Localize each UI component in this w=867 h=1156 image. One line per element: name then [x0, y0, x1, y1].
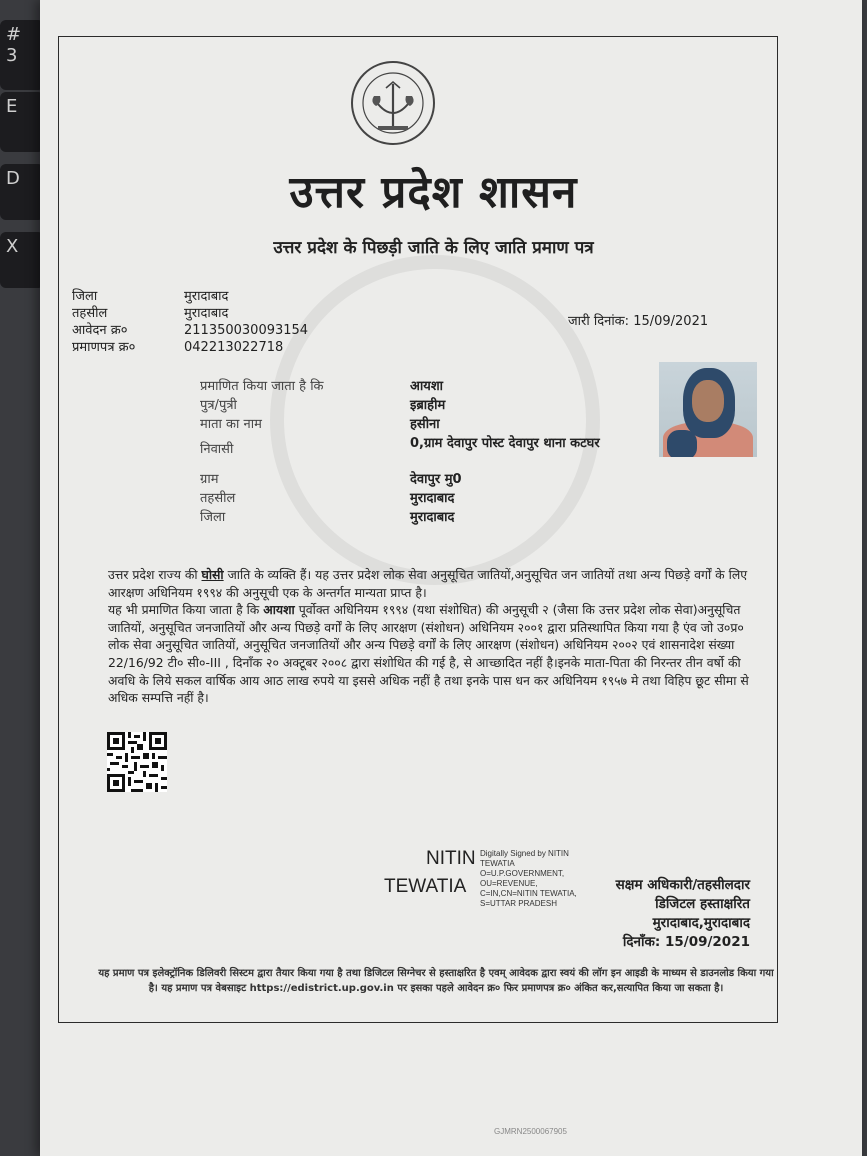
signer-last-name: TEWATIA [384, 876, 467, 897]
certificate-number: 042213022718 [184, 340, 284, 355]
certify-label: प्रमाणित किया जाता है कि [200, 379, 324, 394]
body-person-name: आयशा [263, 602, 295, 618]
officer-block [570, 876, 750, 952]
keyboard-key: E [0, 92, 44, 152]
person-district-label: जिला [200, 510, 226, 525]
officer-date-label: दिनाँक: [622, 934, 661, 950]
body-paragraph-1: उत्तर प्रदेश राज्य की घोसी जाति के व्यक्ति हैं। यह उत्तर प्रदेश लोक सेवा अनुसूचित जातियों,अनुसूचित जन जातियों तथा अन्य पिछड़े वर्गों के लिए आरक्षण अधिनियम १९९४ की अनुसूची एक के अन्तर्गत मान्यता प्राप्त है। [108, 567, 748, 600]
signature-details: Digitally Signed by NITIN TEWATIA O=U.P.GOVERNMENT, OU=REVENUE, C=IN,CN=NITIN TEWATIA, S=UTTAR PRADESH [480, 849, 577, 908]
resident-label: निवासी [200, 442, 234, 457]
village-label: ग्राम [200, 472, 219, 487]
issue-date-label: जारी दिनांक: [568, 314, 630, 329]
mother-label: माता का नाम [200, 417, 262, 432]
page-title: उत्तर प्रदेश शासन [289, 167, 578, 218]
body-paragraph-2: यह भी प्रमाणित किया जाता है कि आयशा पूर्वोक्त अधिनियम १९९४ (यथा संशोधित) की अनुसूची २ (जैसा कि उत्तर प्रदेश लोक सेवा)अनुसूचित जातियों, अनुसूचित जनजातियों और अन्य पिछड़े वर्गों के लिए आरक्षण (संशोधन) अधिनियम २००१ द्वारा प्रतिस्थापित किया गया है एंव जो उ०प्र० लोक सेवा अनुसूचित जातियों, अनुसूचित जनजातियों और अन्य पिछड़े वर्गों के लिए आरक्षण (संशोधन) अधिनियम २००२ एवं शासनादेश संख्या 22/16/92 टी० सी०-III , दिनाँक २० अक्टूबर २००८ द्वारा संशोधित की गई है, से आच्छादित नहीं है।इनके माता-पिता की निरन्तर तीन वर्षो की अवधि के लिये सकल वार्षिक आय आठ लाख रुपये या इससे अधिक नहीं है तथा इनके पास धन कर अधिनियम १९५७ मे तथा विहिप छूट सीमा से अधिक सम्पत्ति नहीं है। [108, 602, 749, 706]
issue-date: 15/09/2021 [633, 314, 709, 329]
up-government-emblem-icon [348, 60, 438, 146]
officer-signed: डिजिटल हस्ताक्षरित [655, 896, 750, 912]
keyboard-key: D [0, 164, 44, 220]
tehsil-label: तहसील [72, 306, 108, 321]
certificate-label: प्रमाणपत्र क्र० [72, 340, 136, 355]
person-details [200, 378, 610, 528]
district-label: जिला [72, 289, 98, 304]
certificate-body [108, 566, 764, 707]
child-of-label: पुत्र/पुत्री [200, 398, 237, 413]
digital-signature [384, 848, 584, 918]
certificate-subtitle: उत्तर प्रदेश के पिछड़ी जाति के लिए जाति प्रमाण पत्र [273, 238, 594, 258]
officer-place: मुरादाबाद,मुरादाबाद [652, 915, 750, 931]
father-name: इब्राहीम [410, 398, 446, 413]
officer-date: 15/09/2021 [664, 934, 750, 950]
person-district-value: मुरादाबाद [410, 510, 455, 525]
caste-name: घोसी [201, 567, 224, 582]
issue-date-block [568, 311, 708, 329]
tehsil-value: मुरादाबाद [184, 306, 229, 321]
officer-date-row [570, 933, 750, 952]
application-label: आवेदन क्र० [72, 323, 128, 338]
person-tehsil-value: मुरादाबाद [410, 491, 455, 506]
village-value: देवापुर मु0 [410, 472, 462, 487]
footer-note: यह प्रमाण पत्र इलेक्ट्रॉनिक डिलिवरी सिस्टम द्वारा तैयार किया गया है तथा डिजिटल सिग्नेचर से हस्ताक्षरित है एवम् आवेदक द्वारा स्वयं की लॉग इन आइडी के माध्यम से डाउनलोड किया गया है। यह प्रमाण पत्र वेबसाइट https://edistrict.up.gov.in पर इसका पहले आवेदन क्र० फिर प्रमाणपत्र क्र० अंकित कर,सत्यापित किया जा सकता है। [98, 968, 774, 994]
resident-address: 0,ग्राम देवापुर पोस्ट देवापुर थाना कटघर [410, 436, 600, 451]
keyboard-key: # 3 [0, 20, 44, 90]
application-number: 211350030093154 [184, 323, 309, 338]
certificate-meta [72, 288, 308, 356]
district-value: मुरादाबाद [184, 289, 229, 304]
person-tehsil-label: तहसील [200, 491, 236, 506]
person-name: आयशा [410, 379, 444, 394]
stamp-code: GJMRN2500067905 [494, 1127, 567, 1136]
officer-designation: सक्षम अधिकारी/तहसीलदार [615, 877, 750, 893]
applicant-photo [659, 362, 757, 457]
keyboard-key: X [0, 232, 44, 288]
signer-first-name: NITIN [426, 848, 476, 869]
mother-name: हसीना [410, 417, 440, 432]
verification-url: https://edistrict.up.gov.in [249, 983, 394, 994]
qr-code-icon [107, 732, 167, 792]
